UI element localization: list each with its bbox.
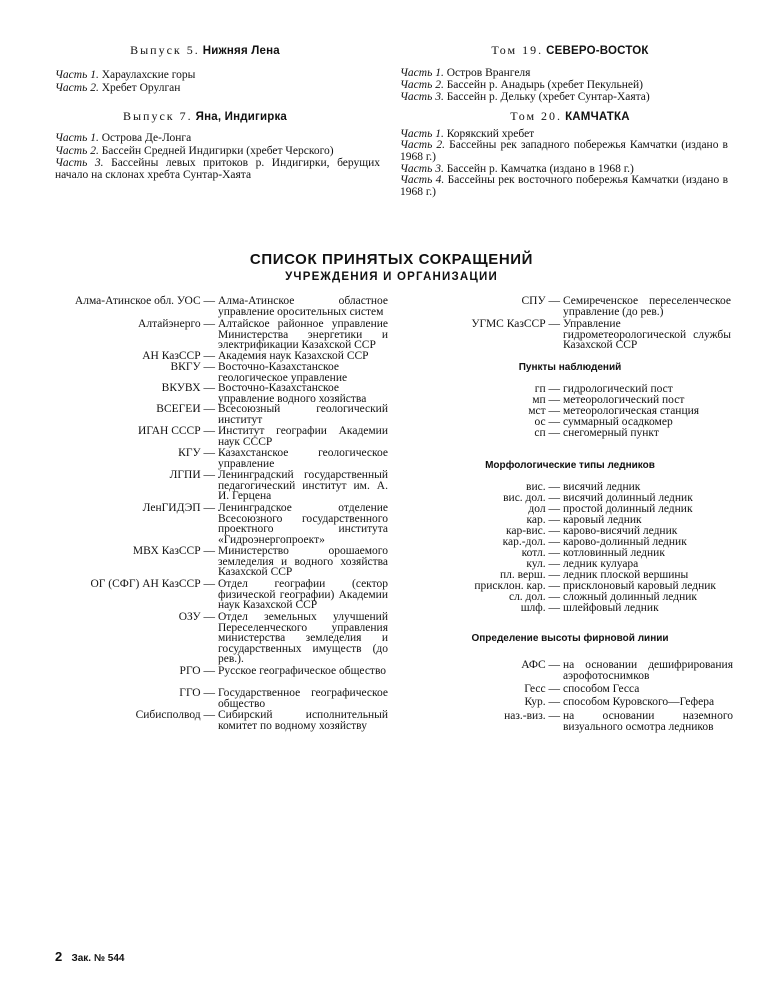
- abbr-entry: гп — гидрологический пост: [534, 383, 673, 395]
- list-item: Часть 2. Бассейн р. Анадырь (хребет Пекульней): [400, 79, 644, 91]
- abbr-entry: Сибисполвод — Сибирский исполнительный комитет по водному хозяйству: [135, 709, 388, 732]
- list-item: Часть 4. Бассейны рек восточного побережья Камчатки (издано в 1968 г.): [400, 174, 728, 198]
- abbr-entry: сп — снегомерный пункт: [534, 427, 659, 439]
- abbr-entry: АФС — на основании дешифрирования аэрофотоснимков: [521, 659, 733, 682]
- abbr-entry: присклон. кар. — присклоновый каровый ледник: [474, 580, 716, 592]
- abbr-entry: ВКГУ — Восточно-Казахстанское геологическое управление: [170, 361, 348, 384]
- page-number: 2: [55, 949, 63, 964]
- tom19-heading: Том 19. СЕВЕРО-ВОСТОК: [491, 43, 649, 57]
- section-subtitle: УЧРЕЖДЕНИЯ И ОРГАНИЗАЦИИ: [285, 271, 498, 283]
- page-footer: [55, 950, 124, 965]
- abbr-entry: ГГО — Государственное географическое общество: [179, 687, 388, 710]
- abbr-entry: РГО — Русское географическое общество: [179, 665, 387, 677]
- list-item: Часть 1. Хараулахские горы: [55, 69, 196, 81]
- list-item: Часть 2. Бассейн Средней Индигирки (хребет Черского): [55, 145, 334, 157]
- abbr-entry: ЛГПИ — Ленинградский государственный педагогический институт им. А. И. Герцена: [169, 469, 388, 502]
- abbr-entry: МВХ КазССР — Министерство орошаемого земледелия и водного хозяйства Казахской ССР: [132, 545, 388, 578]
- abbr-entry: ЛенГИДЭП — Ленинградское отделение Всесоюзного государственного проектного института «Гидроэнергопроект»: [142, 502, 388, 546]
- abbr-entry: кар.-дол. — карово-долинный ледник: [502, 536, 687, 548]
- abbr-entry: кул. — ледник кулуара: [526, 558, 639, 570]
- abbr-entry: ВКУВХ — Восточно-Казахстанское управление водного хозяйства: [161, 382, 367, 405]
- abbr-entry: Гесс — способом Гесса: [524, 683, 640, 695]
- page-title: СПИСОК ПРИНЯТЫХ СОКРАЩЕНИЙ: [249, 251, 534, 268]
- list-item: Часть 3. Бассейн р. Камчатка (издано в 1968 г.): [400, 163, 634, 175]
- volume5-heading: Выпуск 5. Нижняя Лена: [130, 43, 280, 57]
- abbr-entry: ВСЕГЕИ — Всесоюзный геологический институт: [156, 403, 388, 426]
- list-item: Часть 2. Бассейны рек западного побережья Камчатки (издано в 1968 г.): [400, 139, 728, 163]
- volume7-heading: Выпуск 7. Яна, Индигирка: [122, 109, 288, 123]
- list-item: Часть 3. Бассейны левых притоков р. Индигирки, берущих начало на склонах хребта Сунтар-Хаята: [55, 157, 380, 181]
- tom20-heading: Том 20. КАМЧАТКА: [510, 109, 630, 123]
- abbr-entry: ОЗУ — Отдел земельных улучшений Переселенческого управления министерства земледелия и государственных имуществ (до рев.).: [178, 611, 388, 665]
- abbr-entry: Кур. — способом Куровского—Гефера: [524, 696, 715, 708]
- abbr-entry: вис. дол. — висячий долинный ледник: [503, 492, 693, 504]
- glacier-types-heading: Морфологические типы ледников: [485, 460, 655, 471]
- abbr-entry: кар. — каровый ледник: [526, 514, 642, 526]
- abbr-entry: ОГ (СФГ) АН КазССР — Отдел географии (сектор физической географии) Академии наук Казахской ССР: [90, 578, 388, 611]
- list-item: Часть 1. Корякский хребет: [400, 128, 535, 140]
- list-item: Часть 2. Хребет Орулган: [55, 82, 181, 94]
- abbr-entry: Алма-Атинское обл. УОС — Алма-Атинское областное управление оросительных систем: [74, 295, 388, 318]
- abbr-entry: котл. — котловинный ледник: [521, 547, 665, 559]
- observation-points-heading: Пункты наблюдений: [518, 362, 622, 373]
- abbr-entry: ос — суммарный осадкомер: [534, 416, 673, 428]
- abbr-entry: СПУ — Семиреченское переселенческое управление (до рев.): [521, 295, 731, 318]
- abbr-entry: шлф. — шлейфовый ледник: [520, 602, 659, 614]
- abbr-entry: мст — метеорологическая станция: [528, 405, 700, 417]
- abbr-entry: Алтайэнерго — Алтайское районное управление Министерства энергетики и электрификации Казахской ССР: [138, 318, 388, 351]
- abbr-entry: сл. дол. — сложный долинный ледник: [508, 591, 698, 603]
- abbr-entry: вис. — висячий ледник: [526, 481, 641, 493]
- abbr-entry: дол — простой долинный ледник: [528, 503, 693, 515]
- list-item: Часть 1. Острова Де-Лонга: [55, 132, 192, 144]
- list-item: Часть 1. Остров Врангеля: [400, 67, 531, 79]
- abbr-entry: УГМС КазССР — Управление гидрометеорологической службы Казахской ССР: [471, 318, 731, 351]
- abbr-entry: кар-вис. — карово-висячий ледник: [505, 525, 678, 537]
- order-number: Зак. № 544: [71, 953, 125, 964]
- list-item: Часть 3. Бассейн р. Дельку (хребет Сунтар-Хаята): [400, 91, 650, 103]
- abbr-entry: пл. верш. — ледник плоской вершины: [500, 569, 689, 581]
- abbr-entry: ИГАН СССР — Институт географии Академии наук СССР: [138, 425, 388, 448]
- abbr-entry: КГУ — Казахстанское геологическое управление: [178, 447, 388, 470]
- abbr-entry: АН КазССР — Академия наук Казахской ССР: [142, 350, 369, 362]
- abbr-entry: мп — метеорологический пост: [532, 394, 685, 406]
- firn-line-heading: Определение высоты фирновой линии: [471, 633, 669, 644]
- abbr-entry: наз.-виз. — на основании наземного визуального осмотра ледников: [504, 710, 733, 733]
